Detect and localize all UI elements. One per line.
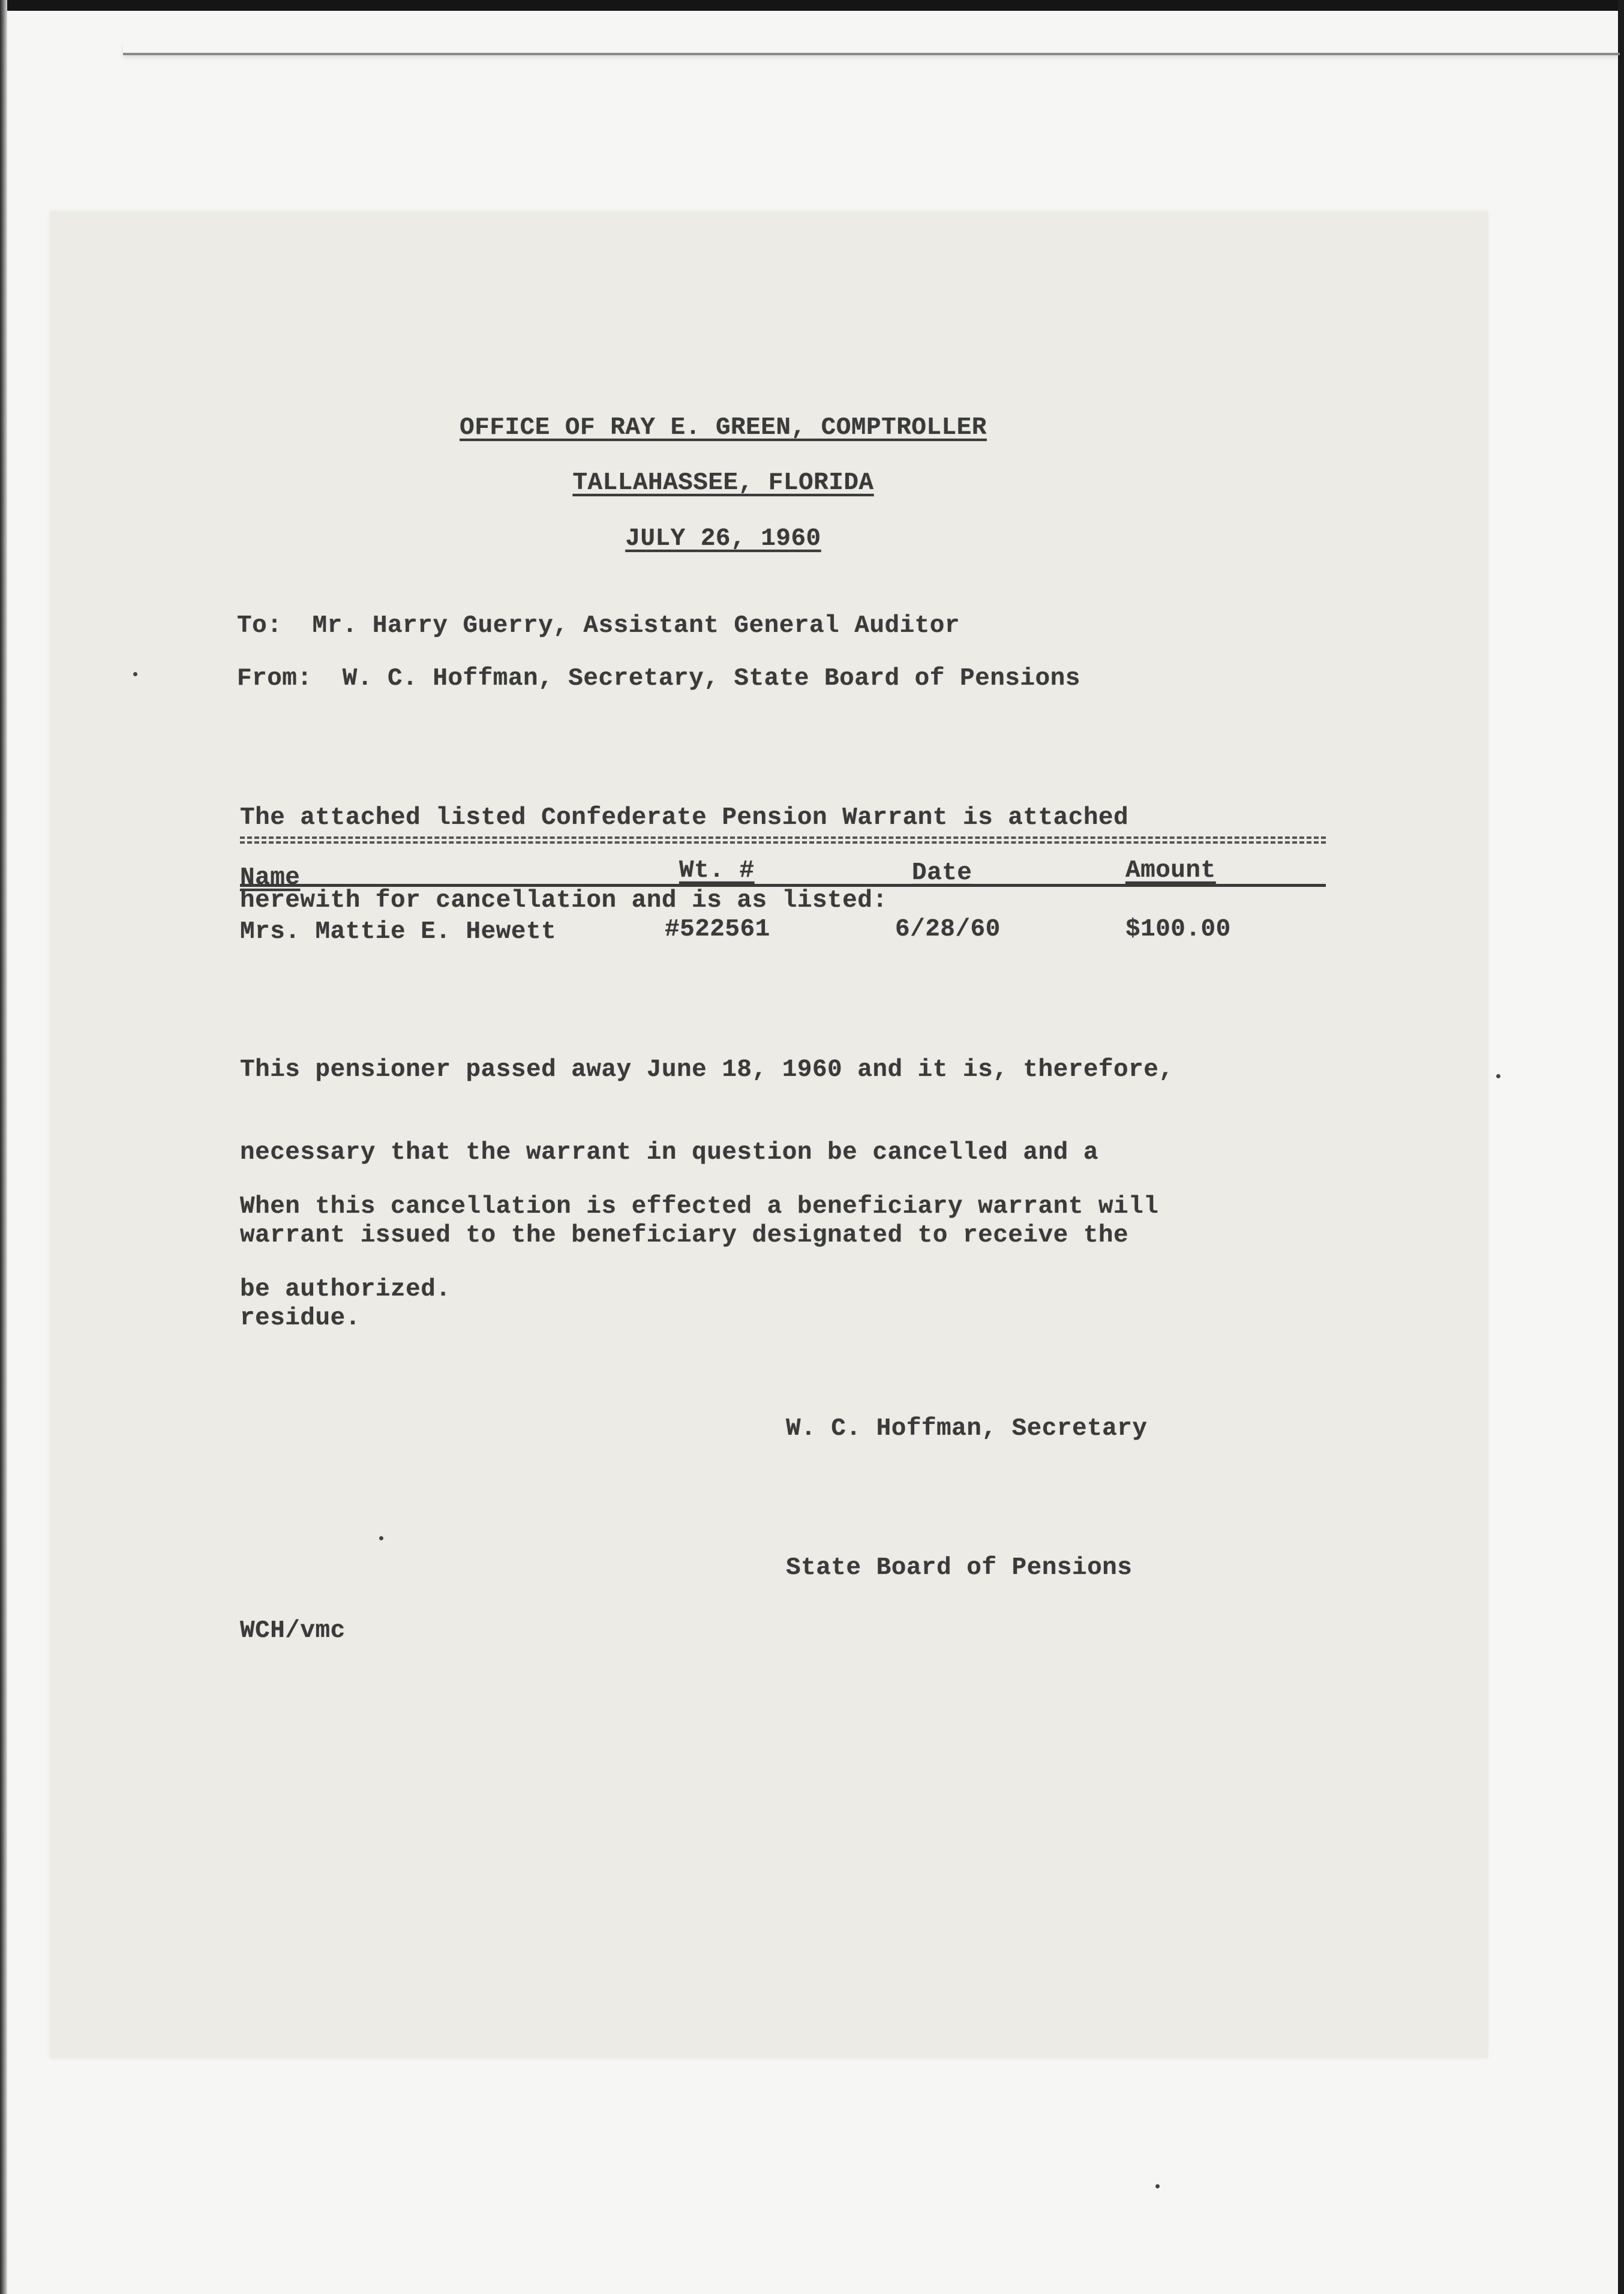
intro-line-2: herewith for cancellation and is as listed: [240, 887, 888, 914]
header-warrant-number: Wt. # [679, 857, 755, 884]
intro-line-1: The attached listed Confederate Pension Warrant is attached [240, 804, 1129, 832]
body-1-line-4: residue. [240, 1305, 361, 1332]
header-name: Name [240, 864, 301, 892]
row-name: Mrs. Mattie E. Hewett [240, 918, 557, 946]
heading-city: TALLAHASSEE, FLORIDA [572, 469, 874, 497]
signature-name: W. C. Hoffman, Secretary [786, 1415, 1148, 1443]
row-warrant-number: #522561 [665, 916, 770, 943]
body-1-line-1: This pensioner passed away June 18, 1960 and it is, therefore, [240, 1056, 1174, 1084]
memo-from-line: From: W. C. Hoffman, Secretary, State Board of Pensions [237, 665, 1080, 692]
heading-date: JULY 26, 1960 [625, 525, 821, 553]
memo-to-line: To: Mr. Harry Guerry, Assistant General Auditor [237, 612, 960, 640]
heading-office: OFFICE OF RAY E. GREEN, COMPTROLLER [460, 414, 987, 442]
scan-speck [1155, 2184, 1160, 2188]
intro-paragraph [240, 749, 1128, 942]
body-2-line-1: When this cancellation is effected a beneficiary warrant will [240, 1193, 1159, 1221]
body-1-line-3: warrant issued to the beneficiary designated to receive the [240, 1222, 1129, 1249]
scanner-right-edge [1618, 0, 1624, 2294]
row-date: 6/28/60 [895, 916, 1001, 943]
scanner-left-edge [0, 0, 7, 2294]
body-paragraph-2 [240, 1138, 1158, 1331]
scan-speck [1496, 1074, 1500, 1078]
signature-board: State Board of Pensions [786, 1554, 1133, 1582]
scan-speck [133, 672, 137, 676]
underlying-sheet-edge [123, 43, 1620, 55]
header-amount: Amount [1125, 857, 1216, 884]
table-double-rule [240, 836, 1326, 844]
body-2-line-2: be authorized. [240, 1276, 451, 1303]
typist-initials: WCH/vmc [240, 1617, 346, 1645]
row-amount: $100.00 [1125, 916, 1231, 943]
body-1-line-2: necessary that the warrant in question be cancelled and a [240, 1139, 1098, 1167]
scan-speck [379, 1536, 383, 1540]
header-date: Date [912, 859, 972, 887]
scanner-top-edge [0, 0, 1624, 11]
